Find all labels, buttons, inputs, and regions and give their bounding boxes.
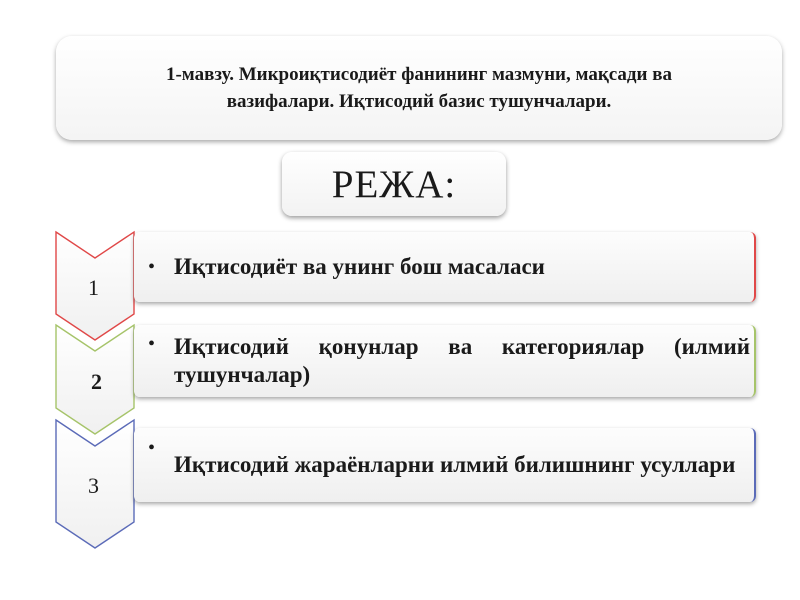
plan-label: РЕЖА: xyxy=(331,162,457,206)
plan-item-text: Иқтисодиёт ва унинг бош масаласи xyxy=(174,254,545,279)
plan-item-text: Иқтисодий жараёнларни илмий билишнинг усуллари xyxy=(174,452,736,477)
bullet: • xyxy=(148,255,156,278)
bullet: • xyxy=(148,437,156,459)
item-number-3: 3 xyxy=(88,473,99,498)
item-number-2: 2 xyxy=(91,369,102,394)
plan-item-2 xyxy=(134,325,756,397)
slide-title: 1-мавзу. Микроиқтисодиёт фанининг мазмуни, мақсади ва вазифалари. Иқтисодий базис тушунчалари. xyxy=(165,64,673,112)
bullet: • xyxy=(148,333,156,355)
plan-item-text: Иқтисодий қонунлар ва категориялар (илмий тушунчалар) xyxy=(174,334,750,387)
item-number-1: 1 xyxy=(88,275,99,300)
plan-item-1 xyxy=(134,232,756,302)
plan-item-3 xyxy=(134,428,756,502)
